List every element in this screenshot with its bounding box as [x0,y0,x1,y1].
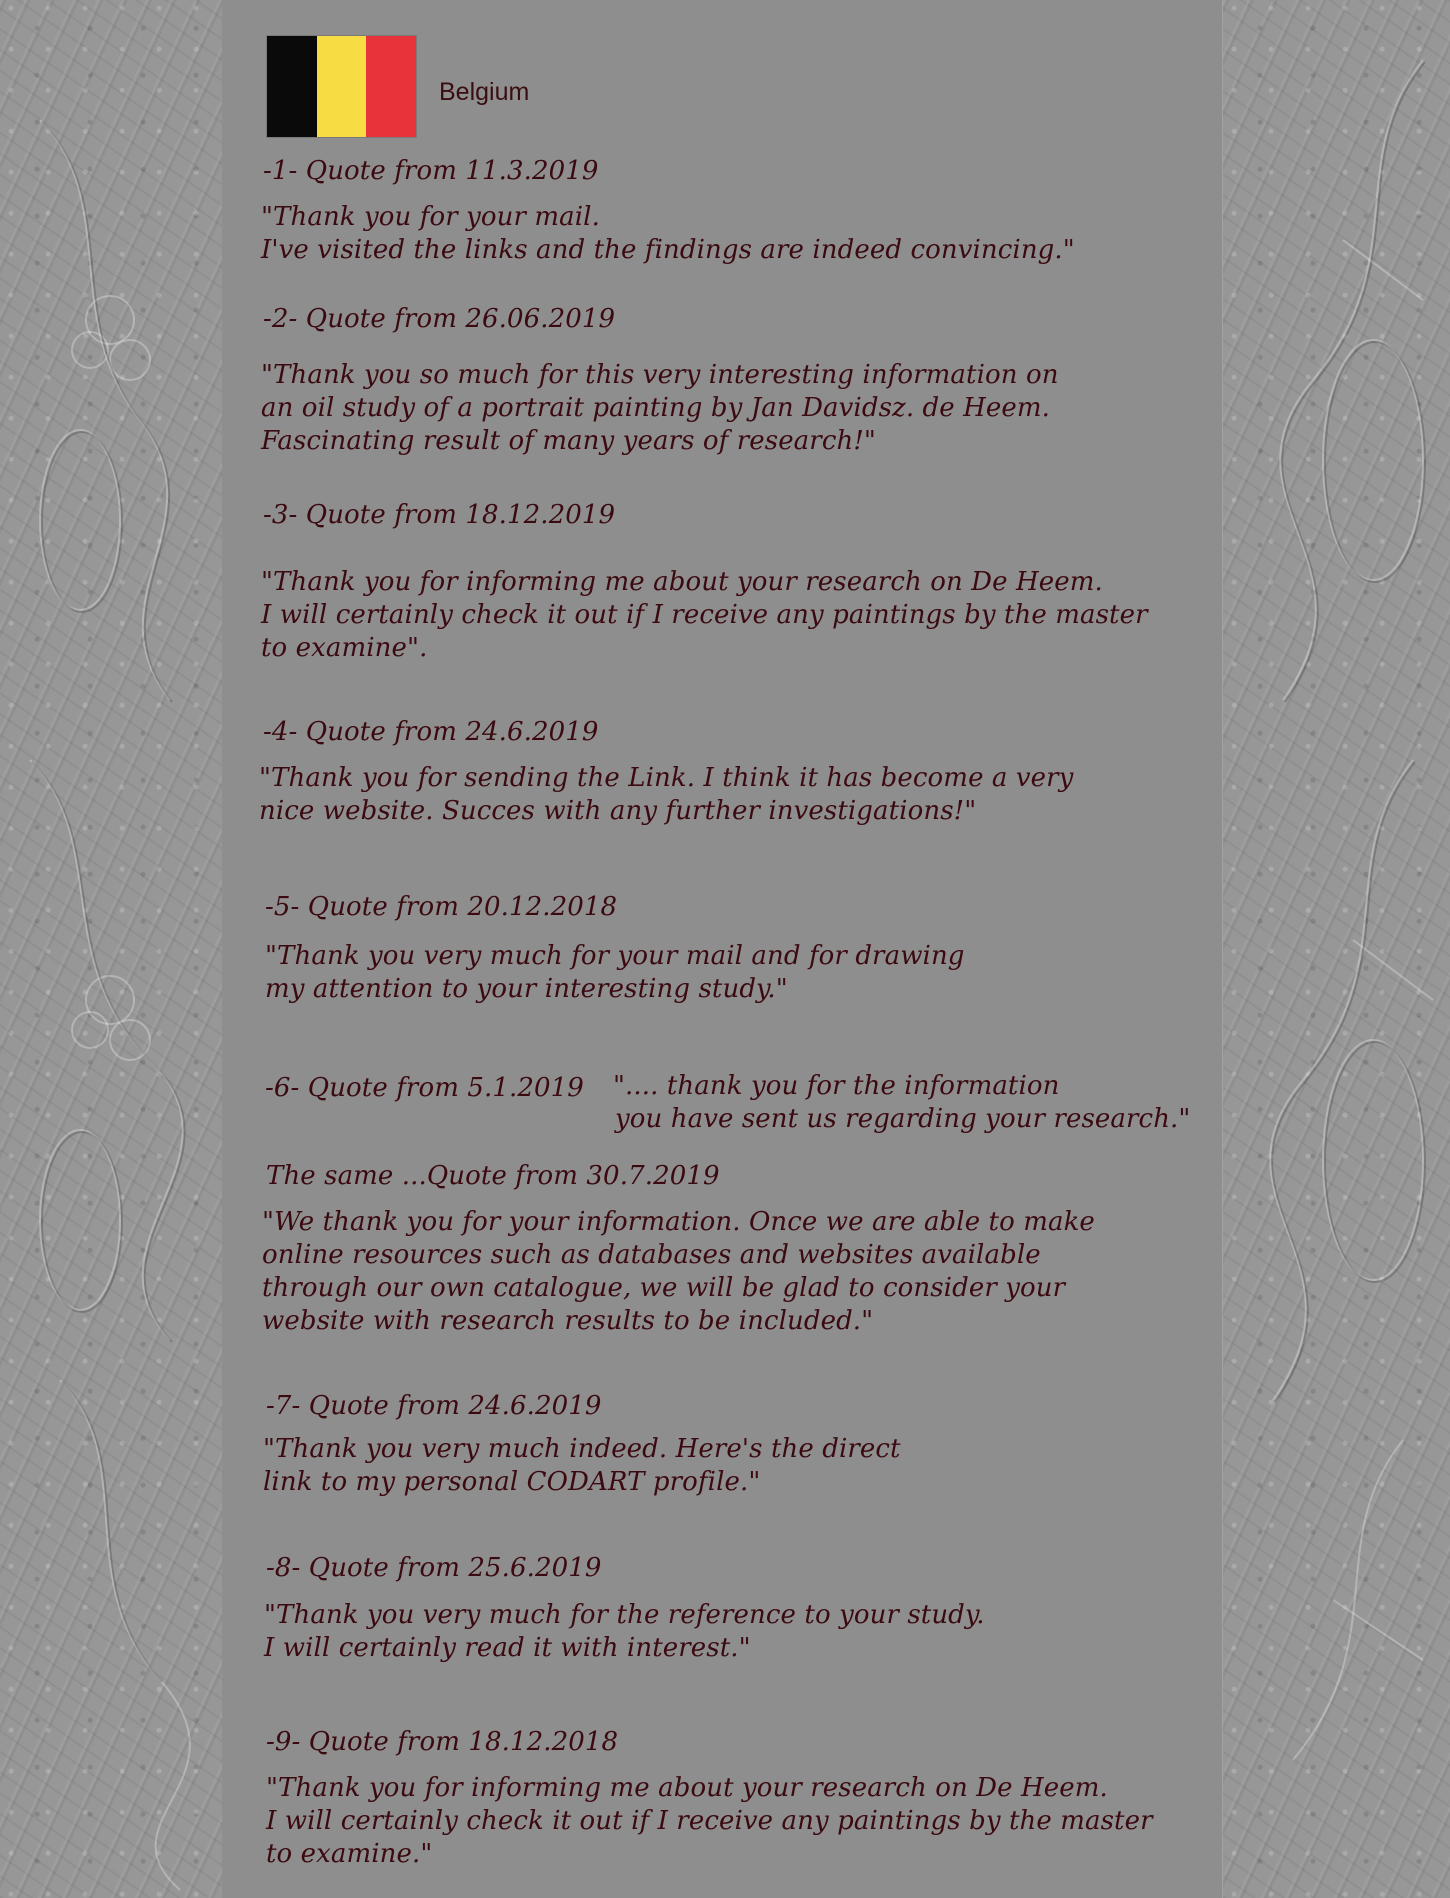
country-name: Belgium [439,78,530,106]
quote-6-heading: -6- Quote from 5.1.2019 [265,1073,584,1103]
belgium-flag-icon [267,36,416,137]
quote-7-heading: -7- Quote from 24.6.2019 [266,1391,602,1421]
quote-9-heading: -9- Quote from 18.12.2018 [266,1727,619,1757]
quote-6b-heading: The same ...Quote from 30.7.2019 [266,1161,720,1191]
quote-7-text: "Thank you very much indeed. Here's the direct link to my personal CODART profile." [263,1434,901,1497]
decorative-relief-right [1222,0,1450,1898]
decorative-relief-left [0,0,223,1898]
floral-relief-pattern-left [0,0,222,1898]
quote-2-text: "Thank you so much for this very interesting information on an oil study of a portrait painting by Jan Davidsz. de Heem. Fascinating result of many years of research!" [261,360,1059,456]
quote-6-text: ".... thank you for the information you have sent us regarding your research." [613,1071,1191,1134]
flag-stripe-yellow [317,36,367,137]
quote-1-text: "Thank you for your mail. I've visited the links and the findings are indeed convincing." [261,202,1075,265]
flag-stripe-black [267,36,317,137]
quote-6b-text: "We thank you for your information. Once we are able to make online resources such as databases and websites available through our own catalogue, we will be glad to consider your website with research results to be included." [262,1207,1095,1336]
quote-5-heading: -5- Quote from 20.12.2018 [265,892,618,922]
quote-4-text: "Thank you for sending the Link. I think it has become a very nice website. Succes with any further investigations!" [259,763,1074,826]
quote-1-heading: -1- Quote from 11.3.2019 [263,156,599,186]
quote-3-heading: -3- Quote from 18.12.2019 [263,500,616,530]
quote-8-text: "Thank you very much for the reference to your study. I will certainly read it with interest." [264,1600,985,1663]
quote-3-text: "Thank you for informing me about your research on De Heem. I will certainly check it out if I receive any paintings by the master to examine". [261,567,1148,663]
quote-5-text: "Thank you very much for your mail and for drawing my attention to your interesting study." [265,941,965,1004]
quote-2-heading: -2- Quote from 26.06.2019 [263,304,616,334]
quote-8-heading: -8- Quote from 25.6.2019 [266,1553,602,1583]
floral-relief-pattern-right [1223,0,1450,1898]
quote-4-heading: -4- Quote from 24.6.2019 [263,717,599,747]
quote-9-text: "Thank you for informing me about your research on De Heem. I will certainly check it out if I receive any paintings by the master to examine." [266,1773,1153,1869]
flag-stripe-red [366,36,416,137]
